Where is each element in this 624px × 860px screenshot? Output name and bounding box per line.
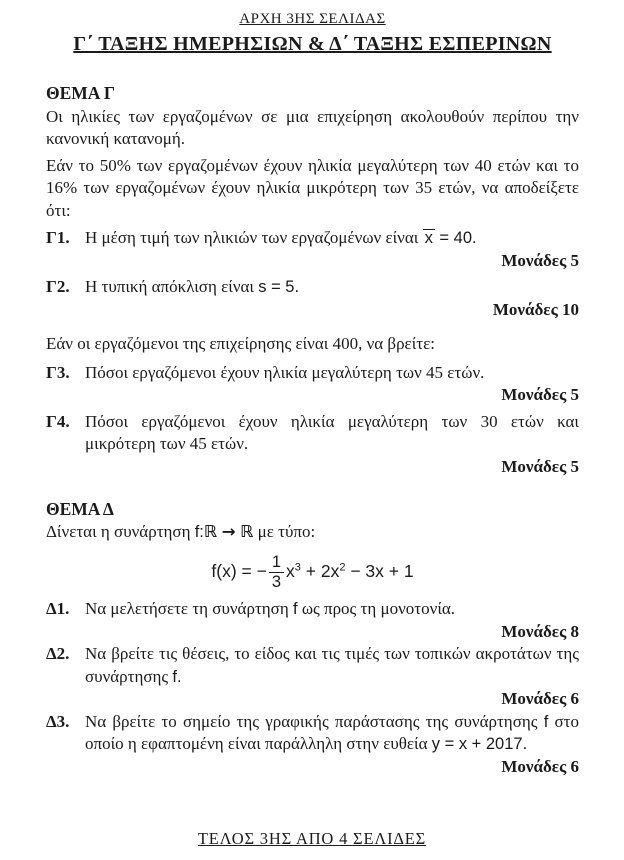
exponent-2: 2 xyxy=(339,561,346,574)
question-g1-text: Η μέση τιμή των ηλικιών των εργαζομένων είναι xyxy=(85,228,419,247)
theme-c-mid: Εάν οι εργαζόμενοι της επιχείρησης είναι 400, να βρείτε: xyxy=(46,334,435,353)
formula-lhs: f(x) = − xyxy=(211,561,267,582)
theme-d-intro xyxy=(46,521,579,544)
points-g4: Μονάδες 5 xyxy=(501,456,579,476)
real-numbers-symbol: ℝ xyxy=(203,521,218,541)
points-d1: Μονάδες 8 xyxy=(501,621,579,641)
theme-c-intro2: Εάν το 50% των εργαζομένων έχουν ηλικία μεγαλύτερη των 40 ετών και το 16% των εργαζομένων έχουν ηλικία μικρότερη των 35 ετών, να αποδείξετε ότι: xyxy=(46,155,579,220)
question-g3 xyxy=(46,362,579,385)
fraction-numerator: 1 xyxy=(269,553,284,573)
question-d1-text2: ως προς τη μονοτονία. xyxy=(301,599,456,618)
exponent-3: 3 xyxy=(294,561,301,574)
theme-d-title: ΘΕΜΑ Δ xyxy=(46,499,114,519)
question-d2-label: Δ2. xyxy=(46,644,70,663)
question-d2-text: Να βρείτε τις θέσεις, το είδος και τις τιμές των τοπικών ακροτάτων της συνάρτησης xyxy=(85,644,579,686)
question-g3-text: Πόσοι εργαζόμενοι έχουν ηλικία μεγαλύτερη των 45 ετών. xyxy=(85,362,485,382)
page-footer xyxy=(0,828,624,851)
question-d1-text: Να μελετήσετε τη συνάρτηση xyxy=(85,599,289,618)
question-g4 xyxy=(46,411,579,456)
points-d2: Μονάδες 6 xyxy=(501,689,579,708)
theme-d-intro-text: Δίνεται η συνάρτηση xyxy=(46,521,191,541)
fraction-one-third xyxy=(269,553,284,592)
points-d3: Μονάδες 6 xyxy=(501,756,579,776)
formula-term2: + 2x xyxy=(300,561,340,582)
theme-d-intro-text2: με τύπο: xyxy=(257,521,316,541)
question-d1 xyxy=(46,598,579,621)
question-g4-label: Γ4. xyxy=(46,411,70,431)
question-g2-label: Γ2. xyxy=(46,277,70,296)
f-symbol: f xyxy=(292,600,298,618)
question-d3-text2: στο οποίο η εφαπτομένη είναι παράλληλη στην ευθεία xyxy=(85,711,580,753)
mean-formula xyxy=(423,229,477,247)
x-bar-symbol: x xyxy=(424,229,433,247)
theme-c-intro1: Οι ηλικίες των εργαζομένων σε μια επιχείρηση ακολουθούν περίπου την κανονική κατανομή. xyxy=(46,106,579,148)
question-g1-label: Γ1. xyxy=(46,228,70,247)
f-symbol: f xyxy=(543,712,549,731)
theme-c-title: ΘΕΜΑ Γ xyxy=(46,83,115,103)
question-g4-text: Πόσοι εργαζόμενοι έχουν ηλικία μεγαλύτερη των 30 ετών και μικρότερη των 45 ετών. xyxy=(85,411,579,453)
class-title: Γ΄ ΤΑΞΗΣ ΗΜΕΡΗΣΙΩΝ & Δ΄ ΤΑΞΗΣ ΕΣΠΕΡΙΝΩΝ xyxy=(73,33,552,55)
page-header-line1 xyxy=(46,10,579,29)
f-colon: f: xyxy=(194,522,204,541)
function-formula xyxy=(46,553,579,592)
question-d1-label: Δ1. xyxy=(46,599,70,618)
page-header-line2 xyxy=(46,32,579,57)
f-symbol: f. xyxy=(172,667,182,686)
question-d3-text: Να βρείτε το σημείο της γραφικής παράστασης της συνάρτησης xyxy=(85,711,538,731)
question-g1 xyxy=(46,227,579,250)
page-end-label: ΤΕΛΟΣ 3ΗΣ ΑΠΟ 4 ΣΕΛΙΔΕΣ xyxy=(197,828,427,848)
question-d2 xyxy=(46,643,579,688)
question-g2-text: Η τυπική απόκλιση είναι xyxy=(85,277,254,296)
question-d3-label: Δ3. xyxy=(46,711,70,731)
function-domain xyxy=(195,523,254,541)
std-dev-formula: s = 5. xyxy=(258,278,300,296)
points-g3: Μονάδες 5 xyxy=(501,385,579,404)
real-numbers-symbol: ℝ xyxy=(240,521,254,541)
formula-x: x xyxy=(286,561,295,582)
page-start-label: ΑΡΧΗ 3ΗΣ ΣΕΛΙΔΑΣ xyxy=(239,11,386,27)
line-equation: y = x + 2017. xyxy=(431,735,528,753)
fraction-denominator: 3 xyxy=(271,573,282,591)
points-g2: Μονάδες 10 xyxy=(492,299,579,319)
points-g1: Μονάδες 5 xyxy=(501,250,579,270)
question-d3 xyxy=(46,711,579,756)
mean-value: = 40. xyxy=(439,229,477,247)
question-g3-label: Γ3. xyxy=(46,362,70,382)
formula-term3: − 3x + 1 xyxy=(345,561,414,582)
arrow-symbol: → xyxy=(221,521,236,541)
question-g2 xyxy=(46,276,579,299)
